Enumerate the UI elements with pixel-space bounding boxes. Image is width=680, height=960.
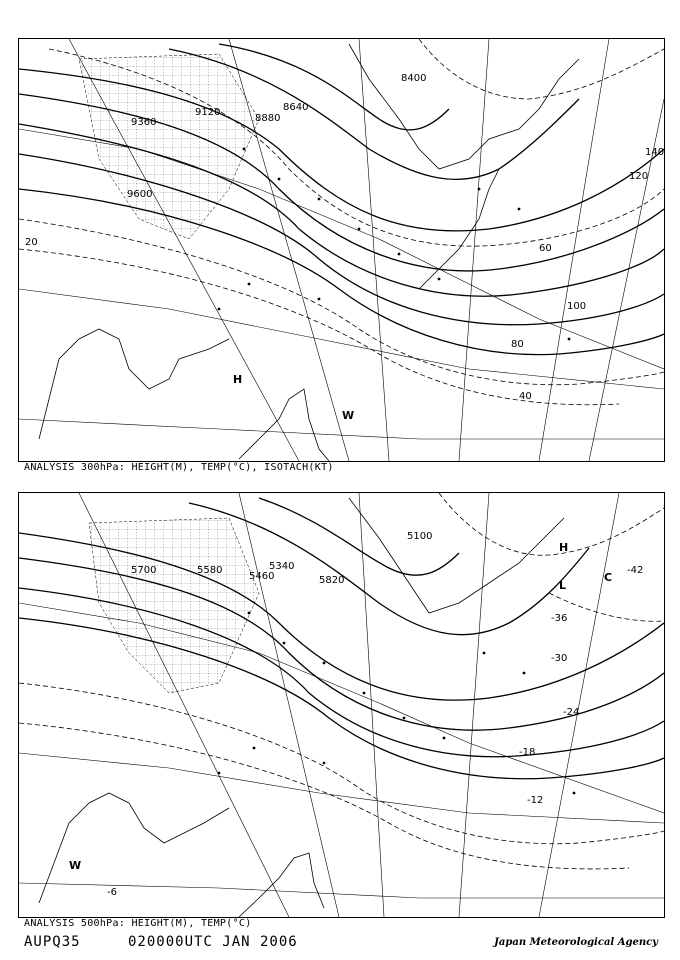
height-label: 8400	[401, 73, 427, 84]
isotach-label: 80	[511, 339, 524, 350]
height-label: 5820	[319, 575, 345, 586]
height-label: 5340	[269, 561, 295, 572]
map-500hpa	[19, 493, 664, 917]
isotach-label: 20	[25, 237, 38, 248]
temperature-label: -30	[551, 653, 568, 664]
caption-300hpa: ANALYSIS 300hPa: HEIGHT(M), TEMP(°C), ISOTACH(KT)	[24, 462, 334, 473]
isotach-label: 120	[629, 171, 649, 182]
height-label: 8640	[283, 102, 309, 113]
height-label: 9120	[195, 107, 221, 118]
station-plots	[218, 612, 576, 795]
temperature-label: -6	[107, 887, 117, 898]
high-pressure-center: H	[233, 373, 243, 386]
height-label: 9360	[131, 117, 157, 128]
temperature-label: -36	[551, 613, 568, 624]
height-label: 5580	[197, 565, 223, 576]
isotach-label: 100	[567, 301, 587, 312]
warm-center: W	[69, 859, 82, 872]
high-pressure-center: H	[559, 541, 569, 554]
map-panel-500hpa	[18, 492, 665, 918]
isotach-label: 140	[645, 147, 664, 158]
warm-center: W	[342, 409, 355, 422]
temperature-label: -18	[519, 747, 536, 758]
map-300hpa	[19, 39, 664, 461]
low-pressure-center: L	[559, 579, 567, 592]
height-label: 5460	[249, 571, 275, 582]
height-label: 9600	[127, 189, 153, 200]
cold-center: C	[604, 571, 613, 584]
chart-code: AUPQ35	[24, 934, 81, 950]
temperature-label: -12	[527, 795, 544, 806]
isotach-label: 40	[519, 391, 532, 402]
temperature-label: -42	[627, 565, 644, 576]
caption-500hpa: ANALYSIS 500hPa: HEIGHT(M), TEMP(°C)	[24, 918, 252, 929]
station-plots	[218, 148, 571, 341]
agency-name: Japan Meteorological Agency	[494, 937, 658, 948]
isotach-hatch-area	[79, 54, 259, 239]
height-label: 5700	[131, 565, 157, 576]
isotach-label: 60	[539, 243, 552, 254]
height-label: 5100	[407, 531, 433, 542]
height-label: 8880	[255, 113, 281, 124]
temperature-label: -24	[563, 707, 580, 718]
analysis-time: 020000UTC JAN 2006	[128, 934, 298, 950]
map-panel-300hpa	[18, 38, 665, 462]
